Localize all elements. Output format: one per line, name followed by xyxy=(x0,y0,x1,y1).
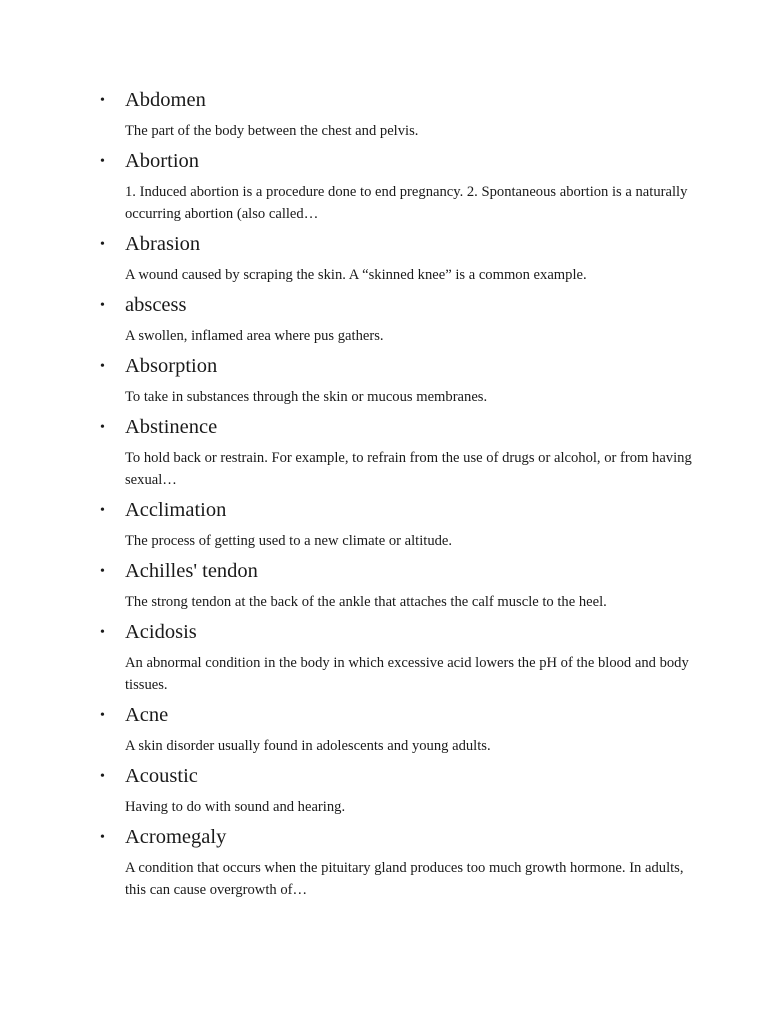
bullet-icon: • xyxy=(100,298,105,313)
bullet-icon: • xyxy=(100,503,105,518)
term-title[interactable]: Achilles' tendon xyxy=(125,560,258,582)
glossary-entry-achilles-tendon xyxy=(0,557,768,618)
term-definition: The strong tendon at the back of the ankle that attaches the calf muscle to the heel. xyxy=(125,594,607,610)
term-title[interactable]: Acidosis xyxy=(125,621,197,643)
term-definition: A condition that occurs when the pituitary gland produces too much growth hormone. In adults, this can cause overgrowth of… xyxy=(125,860,684,898)
bullet-icon: • xyxy=(100,359,105,374)
term-title[interactable]: Abstinence xyxy=(125,416,218,438)
bullet-icon: • xyxy=(100,830,105,845)
term-title[interactable]: Acne xyxy=(125,704,169,726)
bullet-icon: • xyxy=(100,237,105,252)
glossary-entry-acclimation xyxy=(0,496,768,557)
glossary-entry-acidosis xyxy=(0,618,768,701)
bullet-icon: • xyxy=(100,93,105,108)
term-definition: A skin disorder usually found in adolescents and young adults. xyxy=(125,738,491,754)
term-title[interactable]: Absorption xyxy=(125,355,218,377)
term-title[interactable]: Abrasion xyxy=(125,233,201,255)
term-title[interactable]: Abortion xyxy=(125,150,200,172)
glossary-entry-abdomen xyxy=(0,86,768,147)
term-definition: An abnormal condition in the body in which excessive acid lowers the pH of the blood and body tissues. xyxy=(125,655,689,693)
glossary-entry-acne xyxy=(0,701,768,762)
bullet-icon: • xyxy=(100,625,105,640)
glossary-entry-absorption xyxy=(0,352,768,413)
term-title[interactable]: Abdomen xyxy=(125,89,206,111)
term-title[interactable]: abscess xyxy=(125,294,187,316)
term-title[interactable]: Acoustic xyxy=(125,765,198,787)
glossary-list xyxy=(0,86,768,906)
glossary-entry-abortion xyxy=(0,147,768,230)
term-definition: The part of the body between the chest and pelvis. xyxy=(125,123,419,139)
term-definition: 1. Induced abortion is a procedure done to end pregnancy. 2. Spontaneous abortion is a naturally occurring abortion (also called… xyxy=(125,184,688,222)
glossary-entry-acoustic xyxy=(0,762,768,823)
term-definition: To take in substances through the skin or mucous membranes. xyxy=(125,389,488,405)
bullet-icon: • xyxy=(100,564,105,579)
bullet-icon: • xyxy=(100,420,105,435)
term-definition: To hold back or restrain. For example, to refrain from the use of drugs or alcohol, or from having sexual… xyxy=(125,450,692,488)
bullet-icon: • xyxy=(100,708,105,723)
term-definition: The process of getting used to a new climate or altitude. xyxy=(125,533,453,549)
term-title[interactable]: Acromegaly xyxy=(125,826,227,848)
glossary-entry-abrasion xyxy=(0,230,768,291)
glossary-entry-abscess xyxy=(0,291,768,352)
bullet-icon: • xyxy=(100,154,105,169)
glossary-entry-acromegaly xyxy=(0,823,768,906)
term-title[interactable]: Acclimation xyxy=(125,499,227,521)
glossary-entry-abstinence xyxy=(0,413,768,496)
bullet-icon: • xyxy=(100,769,105,784)
term-definition: A wound caused by scraping the skin. A “skinned knee” is a common example. xyxy=(125,267,587,283)
term-definition: A swollen, inflamed area where pus gathers. xyxy=(125,328,384,344)
term-definition: Having to do with sound and hearing. xyxy=(125,799,346,815)
